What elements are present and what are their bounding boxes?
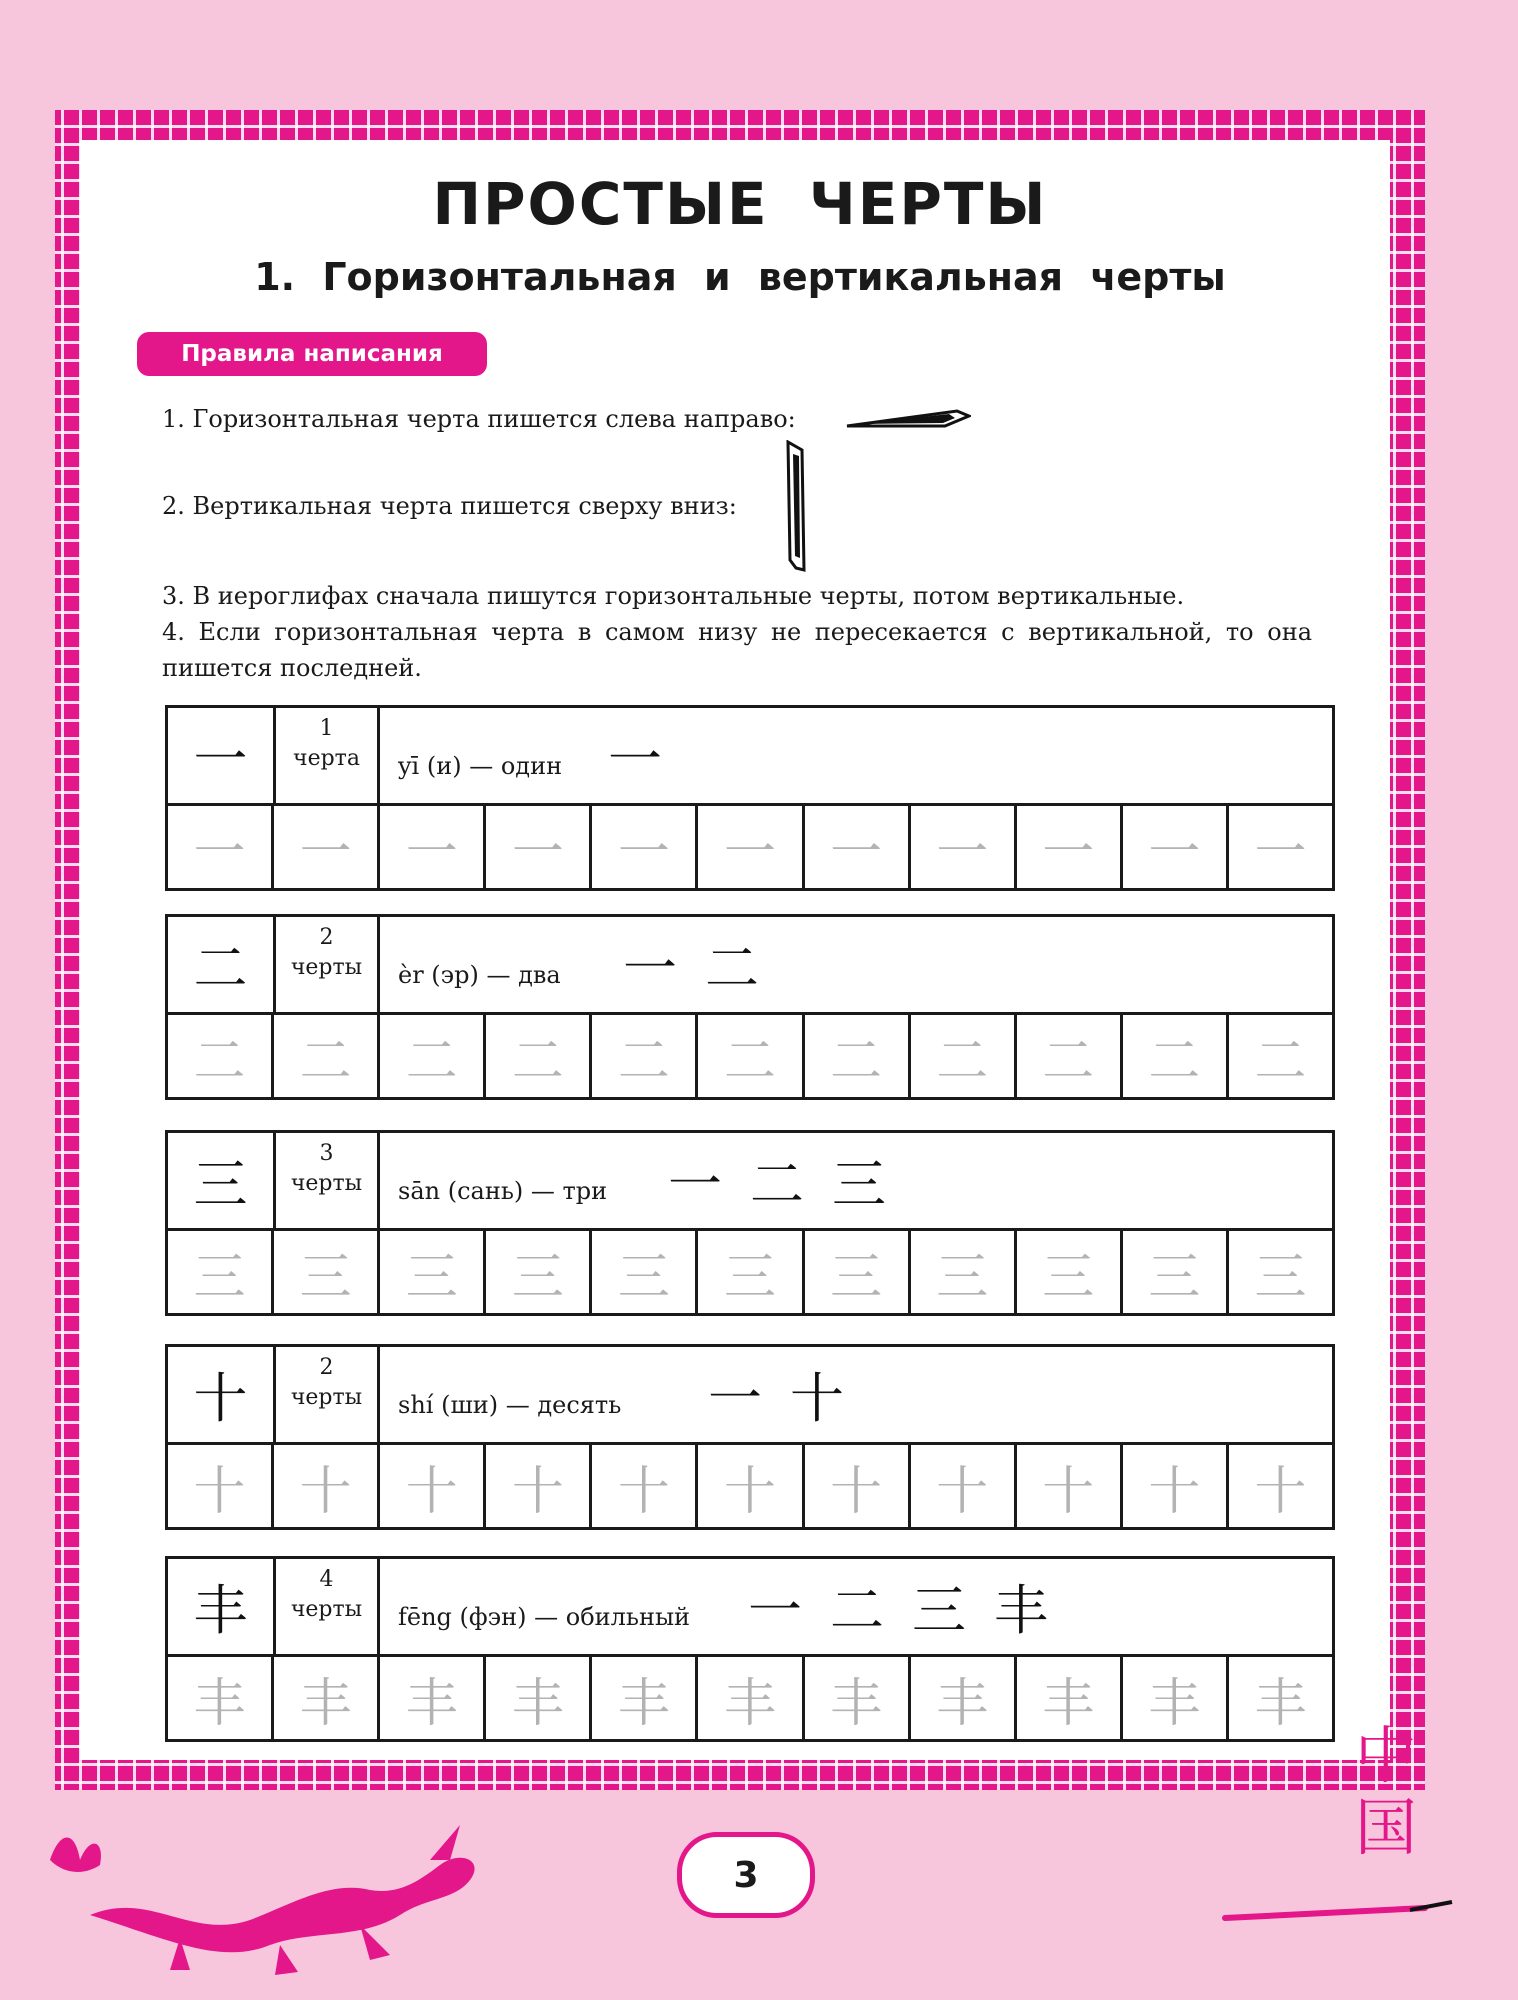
practice-cell[interactable]: 丰 (911, 1657, 1017, 1739)
practice-cell[interactable]: 三 (486, 1231, 592, 1313)
practice-cell[interactable]: 丰 (1254, 1673, 1307, 1734)
practice-cell[interactable]: 丰 (274, 1657, 380, 1739)
practice-cell[interactable]: 十 (1254, 1461, 1307, 1522)
practice-cell[interactable]: 十 (698, 1445, 804, 1527)
practice-cell[interactable]: 一 (592, 806, 698, 888)
stroke-order-step: 一 (668, 1153, 722, 1216)
decor-chinese-chars (1355, 1720, 1417, 1864)
stroke-count: 4 (319, 1567, 334, 1592)
stroke-order-step: 丰 (994, 1579, 1048, 1642)
practice-cell[interactable]: 丰 (1123, 1657, 1229, 1739)
practice-cell[interactable]: 十 (1017, 1445, 1123, 1527)
practice-cell[interactable]: 一 (486, 806, 592, 888)
practice-cell[interactable]: 二 (1254, 1031, 1307, 1092)
decor-char: 中 (1355, 1719, 1418, 1792)
practice-cell[interactable]: 二 (805, 1015, 911, 1097)
practice-cell[interactable]: 一 (168, 806, 274, 888)
practice-cell[interactable]: 一 (380, 806, 486, 888)
practice-grid (168, 806, 1332, 888)
practice-cell[interactable]: 十 (380, 1445, 486, 1527)
practice-cell[interactable]: 丰 (1017, 1657, 1123, 1739)
stroke-count: 1 (319, 716, 334, 741)
practice-cell[interactable]: 一 (911, 806, 1017, 888)
stroke-order-step: 十 (790, 1367, 844, 1430)
practice-cell[interactable]: 一 (1123, 806, 1229, 888)
practice-cell[interactable]: 一 (1254, 822, 1307, 883)
card-header-row (168, 1133, 1332, 1231)
practice-cell[interactable]: 二 (911, 1015, 1017, 1097)
rule-1: 1. Горизонтальная черта пишется слева направо: (162, 405, 796, 433)
practice-cell[interactable]: 三 (805, 1231, 911, 1313)
stroke-order-step: 三 (832, 1153, 886, 1216)
decor-char: 国 (1355, 1791, 1418, 1864)
practice-cell[interactable]: 三 (380, 1231, 486, 1313)
stroke-order (608, 708, 662, 803)
practice-cell[interactable]: 丰 (805, 1657, 911, 1739)
practice-cell[interactable]: 三 (698, 1231, 804, 1313)
card-header-row (168, 708, 1332, 806)
horizontal-stroke-icon (845, 408, 971, 430)
pinyin-meaning: sān (сань) — три (398, 1177, 608, 1205)
stroke-count: 2 (319, 925, 334, 950)
practice-cell[interactable]: 十 (911, 1445, 1017, 1527)
stroke-order (623, 917, 759, 1012)
card-character: 二 (168, 917, 276, 1012)
practice-cell[interactable]: 二 (592, 1015, 698, 1097)
practice-cell[interactable]: 十 (274, 1445, 380, 1527)
practice-cell[interactable]: 三 (1123, 1231, 1229, 1313)
pinyin-meaning: fēng (фэн) — обильный (398, 1603, 691, 1631)
practice-cell[interactable]: 一 (698, 806, 804, 888)
card-header-row (168, 1559, 1332, 1657)
section-subtitle: 1. Горизонтальная и вертикальная черты (254, 255, 1226, 299)
practice-grid (168, 1015, 1332, 1097)
practice-cell[interactable]: 一 (274, 806, 380, 888)
stroke-count: 2 (319, 1355, 334, 1380)
stroke-order-step: 三 (912, 1579, 966, 1642)
practice-cell[interactable]: 二 (274, 1015, 380, 1097)
rule-4: 4. Если горизонтальная черта в самом низу не пересекается с вертикальной, то она пишется последней. (162, 618, 1312, 682)
practice-cell[interactable]: 三 (274, 1231, 380, 1313)
practice-cell[interactable]: 二 (1017, 1015, 1123, 1097)
stroke-order-step: 二 (830, 1579, 884, 1642)
character-card (165, 1344, 1335, 1530)
card-character: 三 (168, 1133, 276, 1228)
practice-cell[interactable]: 二 (168, 1015, 274, 1097)
dragon-icon (30, 1820, 510, 1980)
practice-cell[interactable]: 十 (486, 1445, 592, 1527)
stroke-order-step: 二 (750, 1153, 804, 1216)
page-title: ПРОСТЫЕ ЧЕРТЫ (432, 170, 1048, 238)
stroke-unit: черты (290, 955, 363, 980)
practice-cell[interactable]: 丰 (486, 1657, 592, 1739)
practice-cell[interactable]: 十 (805, 1445, 911, 1527)
card-character: 十 (168, 1347, 276, 1442)
rule-3: 3. В иероглифах сначала пишутся горизонтальные черты, потом вертикальные. (162, 582, 1185, 610)
stroke-count-cell (276, 708, 380, 803)
practice-cell[interactable]: 二 (380, 1015, 486, 1097)
practice-cell[interactable]: 十 (1123, 1445, 1229, 1527)
card-character: 一 (168, 708, 276, 803)
stroke-order-step: 一 (748, 1579, 802, 1642)
stroke-unit: черта (293, 746, 360, 771)
character-card (165, 914, 1335, 1100)
stroke-order (708, 1347, 844, 1442)
practice-grid (168, 1231, 1332, 1313)
practice-cell[interactable]: 二 (698, 1015, 804, 1097)
practice-grid (168, 1445, 1332, 1527)
stroke-unit: черты (290, 1385, 363, 1410)
practice-cell[interactable]: 十 (168, 1445, 274, 1527)
stroke-count-cell (276, 917, 380, 1012)
practice-cell[interactable]: 三 (911, 1231, 1017, 1313)
practice-cell[interactable]: 十 (592, 1445, 698, 1527)
practice-cell[interactable]: 二 (1123, 1015, 1229, 1097)
brush-icon (1220, 1850, 1460, 1930)
practice-cell[interactable]: 丰 (592, 1657, 698, 1739)
character-card (165, 1130, 1335, 1316)
practice-cell[interactable]: 三 (1017, 1231, 1123, 1313)
practice-cell[interactable]: 三 (592, 1231, 698, 1313)
stroke-order-step: 一 (708, 1367, 762, 1430)
practice-cell[interactable]: 丰 (168, 1657, 274, 1739)
character-card (165, 1556, 1335, 1742)
practice-grid (168, 1657, 1332, 1739)
rules-badge: Правила написания (137, 332, 487, 376)
pinyin-meaning: èr (эр) — два (398, 961, 561, 989)
card-header-row (168, 1347, 1332, 1445)
practice-cell[interactable]: 一 (1017, 806, 1123, 888)
stroke-unit: черты (290, 1597, 363, 1622)
card-header-row (168, 917, 1332, 1015)
rule-2: 2. Вертикальная черта пишется сверху вниз: (162, 492, 737, 520)
character-card (165, 705, 1335, 891)
page-number: 3 (677, 1832, 815, 1918)
stroke-count-cell (276, 1347, 380, 1442)
stroke-order-step: 一 (608, 728, 662, 791)
practice-cell[interactable]: 三 (1254, 1247, 1307, 1308)
stroke-order-step: 二 (705, 937, 759, 1000)
stroke-order (748, 1559, 1048, 1654)
vertical-stroke-icon (782, 440, 812, 575)
stroke-count: 3 (319, 1141, 334, 1166)
pinyin-meaning: shí (ши) — десять (398, 1391, 622, 1419)
practice-cell[interactable]: 三 (168, 1231, 274, 1313)
pinyin-meaning: yī (и) — один (398, 752, 563, 780)
stroke-count-cell (276, 1133, 380, 1228)
stroke-order (668, 1133, 886, 1228)
practice-cell[interactable]: 一 (805, 806, 911, 888)
practice-cell[interactable]: 丰 (698, 1657, 804, 1739)
card-character: 丰 (168, 1559, 276, 1654)
practice-cell[interactable]: 二 (486, 1015, 592, 1097)
stroke-order-step: 一 (623, 937, 677, 1000)
stroke-unit: черты (290, 1171, 363, 1196)
stroke-count-cell (276, 1559, 380, 1654)
practice-cell[interactable]: 丰 (380, 1657, 486, 1739)
